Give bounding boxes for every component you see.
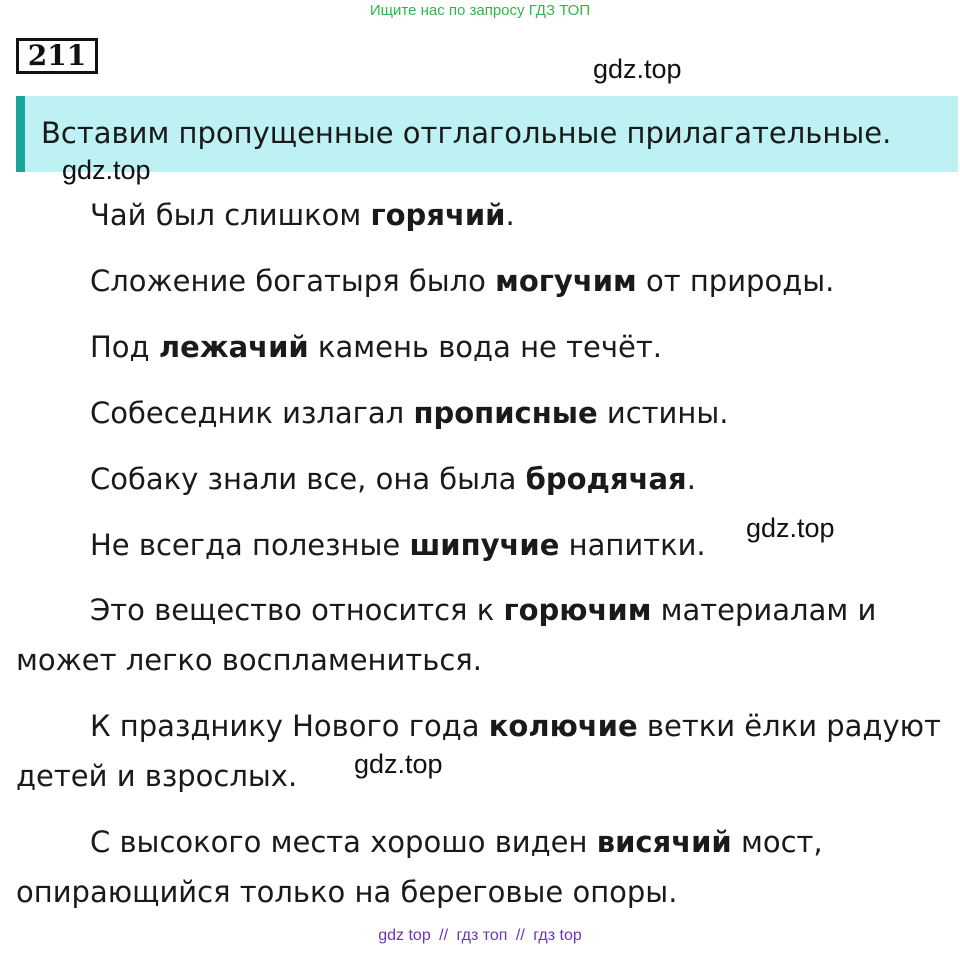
- footer-link[interactable]: гдз top: [533, 927, 582, 944]
- sentence: [16, 388, 946, 438]
- footer-link[interactable]: gdz top: [378, 927, 431, 944]
- watermark: gdz.top: [746, 513, 835, 543]
- sentence-text: Под: [90, 330, 159, 364]
- task-number: 211: [16, 38, 98, 74]
- inserted-adjective: висячий: [596, 825, 732, 859]
- sentence-text: .: [686, 462, 696, 496]
- sentence-text: Собеседник излагал: [90, 396, 414, 430]
- sentence: [16, 190, 946, 240]
- inserted-adjective: шипучие: [409, 528, 560, 562]
- sentence: [16, 585, 946, 685]
- instruction-text: Вставим пропущенные отглагольные прилагательные.: [41, 116, 892, 150]
- sentence-text: Собаку знали все, она была: [90, 462, 526, 496]
- sentence-text: истины.: [597, 396, 729, 430]
- watermark: gdz.top: [593, 54, 682, 84]
- sentence-text: К празднику Нового года: [90, 709, 489, 743]
- sentence: [16, 454, 946, 504]
- inserted-adjective: горючим: [503, 593, 652, 627]
- inserted-adjective: бродячая: [525, 462, 687, 496]
- sentence-text: напитки.: [559, 528, 706, 562]
- inserted-adjective: горячий: [370, 198, 506, 232]
- sentence-text: С высокого места хорошо виден: [90, 825, 597, 859]
- instruction-box: [16, 96, 958, 172]
- sentence-text: Это вещество относится к: [90, 593, 504, 627]
- watermark: gdz.top: [62, 155, 151, 185]
- sentence: [16, 256, 946, 306]
- sentence: [16, 701, 946, 801]
- inserted-adjective: лежачий: [158, 330, 309, 364]
- inserted-adjective: прописные: [413, 396, 598, 430]
- footer-separator: //: [439, 927, 449, 944]
- sentence-text: материалам и может легко воспламениться.: [16, 593, 877, 677]
- sentence-text: от природы.: [636, 264, 835, 298]
- footer-separator: //: [515, 927, 525, 944]
- sentence: [16, 817, 946, 917]
- sentence-text: Сложение богатыря было: [90, 264, 496, 298]
- sentence-text: камень вода не течёт.: [308, 330, 662, 364]
- inserted-adjective: колючие: [488, 709, 638, 743]
- sentence-text: .: [505, 198, 515, 232]
- sentence-text: ветки ёлки радуют детей и взрослых.: [16, 709, 941, 793]
- footer-link[interactable]: гдз топ: [456, 927, 508, 944]
- sentence: [16, 322, 946, 372]
- sentence-text: Не всегда полезные: [90, 528, 410, 562]
- footer: [0, 927, 960, 945]
- sentence-text: мост, опирающийся только на береговые опоры.: [16, 825, 823, 909]
- watermark: gdz.top: [354, 749, 443, 779]
- inserted-adjective: могучим: [495, 264, 637, 298]
- sentence-text: Чай был слишком: [90, 198, 371, 232]
- top-banner: Ищите нас по запросу ГДЗ ТОП: [369, 2, 591, 19]
